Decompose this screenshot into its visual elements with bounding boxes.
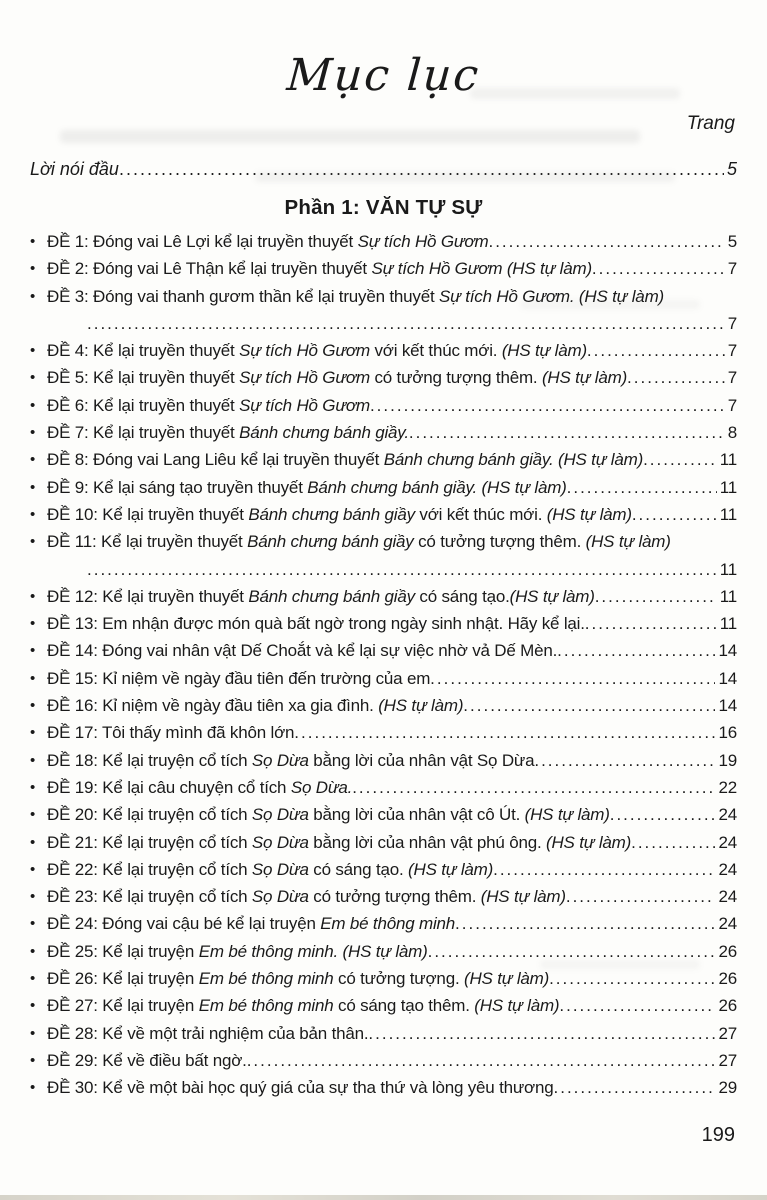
toc-item-text: [47, 965, 549, 992]
toc-item: [30, 419, 737, 446]
entry-page-number: 16: [718, 723, 737, 743]
text-segment: ĐỀ 8: Đóng vai Lang Liêu kể lại truyền thuyết: [47, 450, 384, 470]
toc-item-text: [47, 938, 428, 965]
entry-page-number: 7: [727, 313, 737, 333]
toc-item-text: [47, 337, 587, 364]
toc-item-body: [47, 283, 737, 338]
toc-item: [30, 856, 737, 883]
toc-item-continuation-line: [87, 556, 737, 583]
toc-item-text: [47, 692, 463, 719]
toc-item-text: [47, 610, 585, 637]
text-segment: bằng lời của nhân vật Sọ Dừa: [308, 750, 535, 770]
toc-item-body: [47, 856, 737, 883]
bullet-icon: •: [30, 860, 36, 878]
toc-item-body: [47, 610, 737, 637]
entry-page-number: 19: [718, 750, 737, 770]
toc-item-body: [47, 419, 737, 446]
dot-leader: [610, 801, 716, 828]
entry-page-number: 22: [718, 777, 737, 797]
dot-leader: [87, 556, 717, 583]
toc-item: [30, 474, 737, 501]
toc-item: [30, 255, 737, 282]
toc-item: [30, 1020, 737, 1047]
entry-page-number: 7: [727, 259, 737, 279]
entry-page-number: 14: [718, 641, 737, 661]
text-segment: có tưởng tượng thêm.: [369, 368, 542, 388]
bullet-icon: •: [30, 587, 36, 605]
dot-leader: [247, 1047, 716, 1074]
text-segment: ĐỀ 16: Kỉ niệm về ngày đầu tiên xa gia đình.: [47, 696, 379, 716]
toc-item-text: [47, 801, 610, 828]
entry-page-number: 24: [718, 832, 737, 852]
footer-page-number: 199: [701, 1124, 735, 1146]
preface-label: Lời nói đầu: [30, 159, 119, 179]
text-segment: ĐỀ 11: Kể lại truyền thuyết: [47, 532, 248, 552]
toc-item: [30, 501, 737, 528]
bullet-icon: •: [30, 478, 36, 496]
toc-item-text: [47, 992, 559, 1019]
bullet-icon: •: [30, 233, 36, 250]
toc-item-body: [47, 747, 737, 774]
bullet-icon: •: [30, 970, 36, 988]
title-italic-segment: Em bé thông minh: [198, 969, 334, 989]
title-italic-segment: Sự tích Hồ Gươm: [357, 232, 489, 251]
title-italic-segment: (HS tự làm): [408, 859, 494, 879]
title-italic-segment: (HS tự làm): [480, 887, 566, 907]
toc-item-text: [47, 474, 567, 501]
toc-item-text: [47, 1047, 247, 1074]
toc-item-body: [47, 474, 737, 501]
toc-item-body: [47, 801, 737, 828]
text-segment: ĐỀ 30: Kể về một bài học quý giá của sự tha thứ và lòng yêu thương: [47, 1078, 554, 1098]
title-italic-segment: Sự tích Hồ Gươm. (HS tự làm): [439, 286, 664, 306]
toc-item-text: [47, 774, 352, 801]
toc-item-text: [47, 747, 534, 774]
title-italic-segment: Bánh chưng bánh giầy: [248, 586, 415, 606]
text-segment: ĐỀ 3: Đóng vai thanh gươm thần kể lại truyền thuyết: [47, 286, 440, 306]
entry-page-number: 11: [719, 504, 737, 524]
text-segment: ĐỀ 19: Kể lại câu chuyện cổ tích: [47, 777, 291, 797]
entry-page-number: 24: [718, 859, 737, 879]
toc-item-body: [47, 1020, 737, 1047]
entry-page-number: 14: [718, 668, 737, 688]
text-segment: ĐỀ 9: Kể lại sáng tạo truyền thuyết: [47, 477, 308, 497]
toc-item-body: [47, 1047, 737, 1074]
preface-page-number: 5: [726, 159, 737, 179]
toc-item-body: [47, 829, 737, 856]
toc-item: [30, 637, 737, 664]
dot-leader: [87, 310, 725, 337]
dot-leader: [294, 719, 715, 746]
bullet-icon: •: [30, 451, 36, 469]
toc-item-text: [47, 1020, 368, 1047]
toc-item-body: [47, 883, 737, 910]
toc-item-body: [47, 1074, 737, 1101]
bullet-icon: •: [30, 724, 36, 742]
title-italic-segment: Bánh chưng bánh giầy.: [239, 423, 409, 443]
toc-item: [30, 392, 737, 419]
text-segment: có tưởng tượng thêm.: [308, 887, 481, 907]
toc-item: [30, 528, 737, 583]
toc-item: [30, 446, 737, 473]
toc-item-body: [47, 965, 737, 992]
dot-leader: [463, 692, 715, 719]
text-segment: ĐỀ 6: Kể lại truyền thuyết: [47, 395, 240, 415]
title-italic-segment: Bánh chưng bánh giầy. (HS tự làm): [307, 477, 567, 497]
entry-page-number: 26: [718, 941, 737, 961]
toc-item: [30, 1047, 737, 1074]
title-italic-segment: Sự tích Hồ Gươm: [239, 368, 370, 388]
dot-leader: [428, 938, 716, 965]
text-segment: ĐỀ 5: Kể lại truyền thuyết: [47, 368, 240, 388]
toc-item-continuation-line: [87, 310, 737, 337]
text-segment: bằng lời của nhân vật phú ông.: [308, 832, 547, 852]
title-italic-segment: (HS tự làm): [524, 805, 610, 825]
bullet-icon: •: [30, 424, 36, 442]
toc-item: [30, 965, 737, 992]
bullet-icon: •: [30, 642, 36, 660]
toc-item-body: [47, 692, 737, 719]
text-segment: ĐỀ 18: Kể lại truyện cổ tích: [47, 750, 252, 770]
toc-item: [30, 337, 737, 364]
toc-item: [30, 665, 737, 692]
entry-page-number: 5: [727, 232, 737, 251]
title-italic-segment: Bánh chưng bánh giầy. (HS tự làm): [383, 450, 644, 470]
dot-leader: [493, 856, 715, 883]
toc-item-text: [47, 446, 643, 473]
scan-bottom-edge: [0, 1195, 767, 1200]
text-segment: với kết thúc mới.: [414, 504, 547, 524]
dot-leader: [631, 829, 715, 856]
dot-leader: [370, 392, 725, 419]
text-segment: ĐỀ 25: Kể lại truyện: [47, 941, 199, 961]
entry-page-number: 27: [718, 1023, 737, 1043]
toc-item: [30, 992, 737, 1019]
toc-item: [30, 228, 737, 255]
title-italic-segment: Em bé thông minh: [320, 914, 456, 934]
toc-item-body: [47, 583, 737, 610]
dot-leader: [455, 910, 715, 937]
title-italic-segment: Bánh chưng bánh giầy: [248, 504, 415, 524]
title-italic-segment: Em bé thông minh: [198, 996, 334, 1016]
toc-item-body: [47, 938, 737, 965]
entry-page-number: 11: [719, 614, 737, 634]
title-italic-segment: Sọ Dừa: [251, 859, 309, 879]
title-italic-segment: (HS tự làm): [546, 504, 632, 524]
dot-leader: [595, 583, 717, 610]
dot-leader: [627, 364, 725, 391]
bullet-icon: •: [30, 697, 36, 715]
title-italic-segment: (HS tự làm): [474, 996, 560, 1016]
text-segment: ĐỀ 21: Kể lại truyện cổ tích: [47, 832, 252, 852]
toc-item: [30, 938, 737, 965]
toc-item: [30, 583, 737, 610]
bullet-icon: •: [30, 342, 36, 360]
toc-item-body: [47, 528, 737, 583]
title-italic-segment: Sọ Dừa: [251, 750, 309, 770]
bullet-icon: •: [30, 287, 36, 305]
title-italic-segment: Sọ Dừa.: [290, 777, 353, 797]
text-segment: có sáng tạo.: [414, 586, 510, 606]
title-italic-segment: (HS tự làm): [464, 969, 550, 989]
title-italic-segment: (HS tự làm): [546, 832, 632, 852]
text-segment: ĐỀ 15: Kỉ niệm về ngày đầu tiên đến trường của em: [47, 668, 431, 688]
title-italic-segment: (HS tự làm): [509, 586, 595, 606]
bullet-icon: •: [30, 369, 36, 387]
preface-row: [30, 159, 737, 180]
dot-leader: [549, 965, 715, 992]
text-segment: ĐỀ 28: Kể về một trải nghiệm của bản thân.: [47, 1023, 369, 1043]
toc-item-text: [47, 1074, 554, 1101]
bullet-icon: •: [30, 997, 36, 1015]
dot-leader: [643, 446, 717, 473]
text-segment: ĐỀ 20: Kể lại truyện cổ tích: [47, 805, 252, 825]
entry-page-number: 11: [719, 559, 737, 579]
text-segment: có tưởng tượng thêm.: [413, 532, 586, 552]
toc-item-text: [47, 719, 294, 746]
entry-page-number: 24: [718, 914, 737, 934]
bullet-icon: •: [30, 260, 36, 278]
toc-item: [30, 774, 737, 801]
text-segment: ĐỀ 22: Kể lại truyện cổ tích: [47, 859, 252, 879]
text-segment: ĐỀ 24: Đóng vai cậu bé kể lại truyện: [47, 914, 321, 934]
bullet-icon: •: [30, 1079, 36, 1097]
dot-leader: [352, 774, 715, 801]
toc-item-text: [47, 910, 455, 937]
toc-item-first-line: [47, 283, 737, 310]
dot-leader: [592, 255, 725, 282]
text-segment: ĐỀ 2: Đóng vai Lê Thận kể lại truyền thuyết: [47, 259, 372, 279]
dot-leader: [559, 992, 715, 1019]
bullet-icon: •: [30, 806, 36, 824]
toc-item-body: [47, 392, 737, 419]
bullet-icon: •: [30, 615, 36, 633]
entry-page-number: 24: [718, 805, 737, 825]
bullet-icon: •: [30, 915, 36, 933]
toc-item-body: [47, 719, 737, 746]
entry-page-number: 27: [718, 1050, 737, 1070]
bullet-icon: •: [30, 669, 36, 687]
text-segment: ĐỀ 7: Kể lại truyền thuyết: [47, 423, 240, 443]
bullet-icon: •: [30, 396, 36, 414]
bullet-icon: •: [30, 778, 36, 796]
toc-item-body: [47, 364, 737, 391]
toc-item: [30, 364, 737, 391]
dot-leader: [566, 883, 716, 910]
text-segment: ĐỀ 10: Kể lại truyền thuyết: [47, 504, 249, 524]
entry-page-number: 11: [719, 477, 737, 497]
dot-leader: [488, 228, 724, 255]
bullet-icon: •: [30, 533, 36, 551]
toc-item-body: [47, 446, 737, 473]
dot-leader: [632, 501, 717, 528]
text-segment: ĐỀ 12: Kể lại truyền thuyết: [47, 586, 249, 606]
dot-leader: [534, 747, 715, 774]
toc-item-body: [47, 228, 737, 255]
title-italic-segment: (HS tự làm): [501, 341, 587, 361]
entry-page-number: 8: [727, 423, 737, 443]
entry-page-number: 14: [718, 696, 737, 716]
toc-item-text: [47, 883, 566, 910]
toc-item: [30, 801, 737, 828]
text-segment: ĐỀ 27: Kể lại truyện: [47, 996, 199, 1016]
dot-leader: [368, 1020, 715, 1047]
title-italic-segment: Sọ Dừa: [251, 832, 309, 852]
text-segment: ĐỀ 26: Kể lại truyện: [47, 969, 199, 989]
toc-list: [30, 228, 737, 1102]
toc-item: [30, 283, 737, 338]
toc-item-body: [47, 992, 737, 1019]
toc-item-text: [47, 228, 488, 255]
text-segment: ĐỀ 4: Kể lại truyền thuyết: [47, 341, 240, 361]
toc-item: [30, 747, 737, 774]
toc-item-text: [47, 532, 671, 551]
entry-page-number: 7: [727, 395, 737, 415]
dot-leader: [409, 419, 725, 446]
entry-page-number: 24: [718, 887, 737, 907]
text-segment: có tưởng tượng.: [333, 969, 464, 989]
bullet-icon: •: [30, 833, 36, 851]
entry-page-number: 11: [719, 450, 737, 470]
title-italic-segment: Sự tích Hồ Gươm: [239, 341, 370, 361]
toc-item-body: [47, 337, 737, 364]
title-italic-segment: (HS tự làm): [541, 368, 628, 388]
toc-item-text: [47, 419, 409, 446]
toc-item-body: [47, 637, 737, 664]
toc-item-body: [47, 774, 737, 801]
text-segment: với kết thúc mới.: [369, 341, 502, 361]
toc-item-text: [47, 829, 631, 856]
toc-item-text: [47, 583, 595, 610]
toc-item-text: [47, 637, 557, 664]
dot-leader: [119, 159, 724, 180]
bullet-icon: •: [30, 942, 36, 960]
toc-item-text: [47, 287, 664, 306]
entry-page-number: 29: [718, 1078, 737, 1098]
text-segment: có sáng tạo.: [308, 859, 409, 879]
title-italic-segment: Em bé thông minh. (HS tự làm): [198, 941, 428, 961]
entry-page-number: 7: [727, 368, 737, 388]
toc-item-body: [47, 501, 737, 528]
toc-item-text: [47, 255, 592, 282]
toc-item-text: [47, 392, 370, 419]
toc-item: [30, 610, 737, 637]
text-segment: có sáng tạo thêm.: [333, 996, 475, 1016]
text-segment: ĐỀ 23: Kể lại truyện cổ tích: [47, 887, 252, 907]
title-italic-segment: Sự tích Hồ Gươm: [239, 395, 370, 415]
bullet-icon: •: [30, 751, 36, 769]
dot-leader: [585, 610, 717, 637]
text-segment: ĐỀ 29: Kể về điều bất ngờ.: [47, 1050, 247, 1070]
toc-item-text: [47, 364, 627, 391]
toc-item-body: [47, 910, 737, 937]
entry-page-number: 7: [727, 341, 737, 361]
bullet-icon: •: [30, 505, 36, 523]
bullet-icon: •: [30, 888, 36, 906]
title-italic-segment: (HS tự làm): [378, 696, 464, 716]
toc-item: [30, 883, 737, 910]
text-segment: bằng lời của nhân vật cô Út.: [308, 805, 525, 825]
dot-leader: [557, 637, 715, 664]
text-segment: ĐỀ 1: Đóng vai Lê Lợi kể lại truyền thuyết: [47, 232, 358, 251]
toc-item-text: [47, 856, 493, 883]
entry-page-number: 26: [718, 996, 737, 1016]
toc-item: [30, 829, 737, 856]
toc-item-text: [47, 501, 632, 528]
toc-item-text: [47, 665, 430, 692]
dot-leader: [430, 665, 715, 692]
title-italic-segment: Sự tích Hồ Gươm (HS tự làm): [371, 259, 592, 279]
title-italic-segment: Sọ Dừa: [251, 805, 309, 825]
entry-page-number: 11: [719, 586, 737, 606]
page-column-label: Trang: [686, 113, 735, 134]
title-italic-segment: Bánh chưng bánh giầy: [247, 532, 414, 552]
text-segment: ĐỀ 14: Đóng vai nhân vật Dế Choắt và kể lại sự việc nhờ vả Dế Mèn.: [47, 641, 558, 661]
page-title: Mục lục: [285, 50, 482, 101]
text-segment: ĐỀ 17: Tôi thấy mình đã khôn lớn: [47, 723, 295, 743]
dot-leader: [567, 474, 717, 501]
text-segment: ĐỀ 13: Em nhận được món quà bất ngờ trong ngày sinh nhật. Hãy kể lại.: [47, 614, 585, 634]
bullet-icon: •: [30, 1024, 36, 1042]
toc-item: [30, 692, 737, 719]
toc-item-body: [47, 665, 737, 692]
dot-leader: [587, 337, 725, 364]
bullet-icon: •: [30, 1051, 36, 1069]
title-italic-segment: Sọ Dừa: [251, 887, 309, 907]
toc-item-body: [47, 255, 737, 282]
entry-page-number: 26: [718, 969, 737, 989]
toc-item: [30, 910, 737, 937]
title-italic-segment: (HS tự làm): [585, 532, 671, 552]
section-heading: Phần 1: VĂN TỰ SỰ: [284, 196, 483, 219]
dot-leader: [554, 1074, 716, 1101]
toc-item: [30, 719, 737, 746]
toc-item: [30, 1074, 737, 1101]
toc-item-first-line: [47, 528, 737, 555]
